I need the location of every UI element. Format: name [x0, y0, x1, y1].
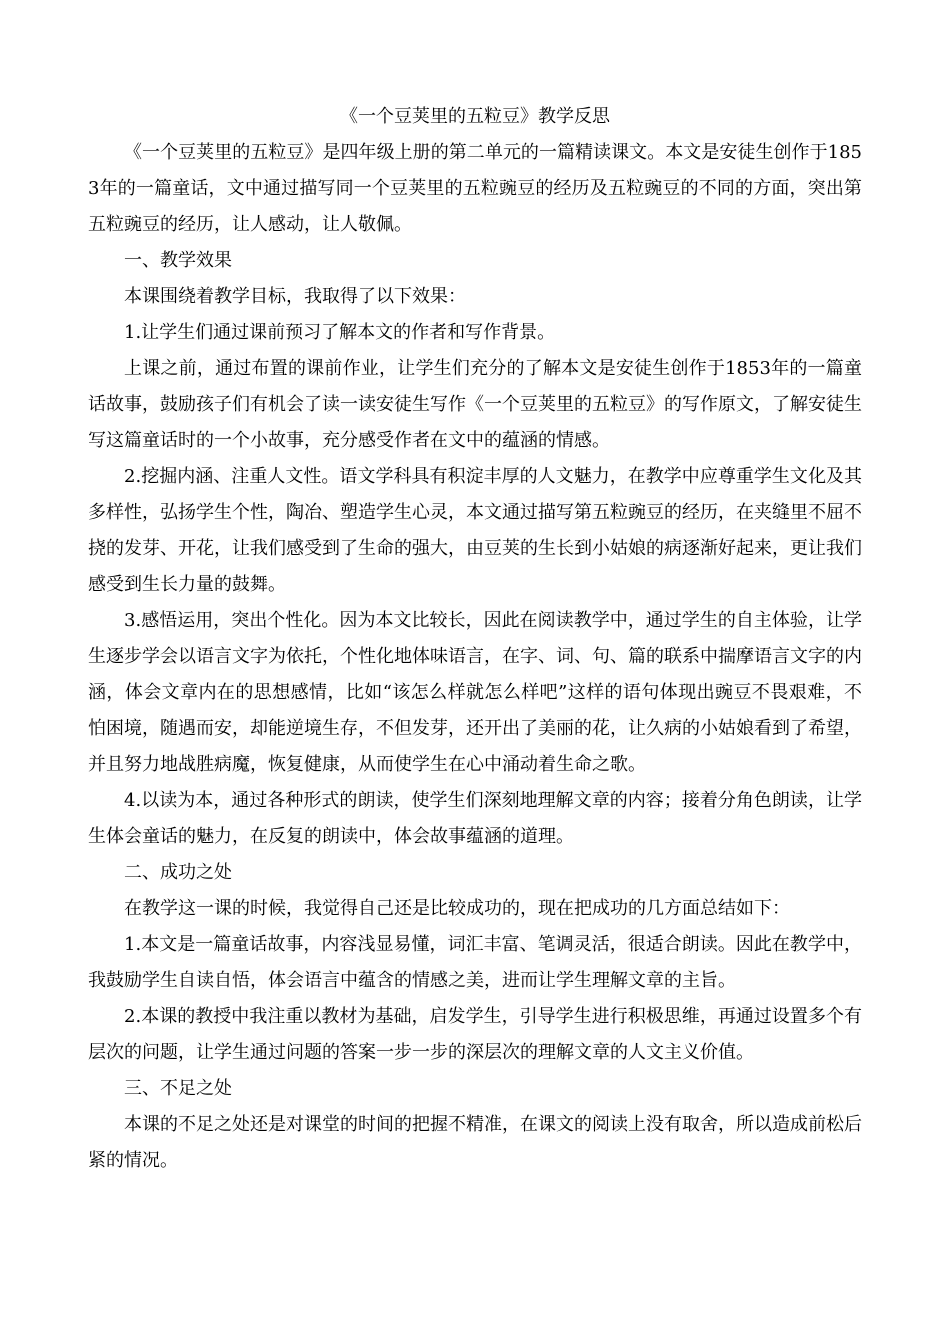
paragraph-effect-point-3: 3.感悟运用，突出个性化。因为本文比较长，因此在阅读教学中，通过学生的自主体验，让学生逐步学会以语言文字为依托，个性化地体味语言，在字、词、句、篇的联系中揣摩语言文字的内涵，体会文章内在的思想感情，比如“该怎么样就怎么样吧”这样的语句体现出豌豆不畏艰难，不怕困境，随遇而安，却能逆境生存，不但发芽，还开出了美丽的花，让久病的小姑娘看到了希望，并且努力地战胜病魔，恢复健康，从而使学生在心中涌动着生命之歌。 — [88, 610, 862, 775]
paragraph-effect-point-1-detail: 上课之前，通过布置的课前作业，让学生们充分的了解本文是安徒生创作于1853年的一篇童话故事，鼓励孩子们有机会了读一读安徒生写作《一个豆荚里的五粒豆》的写作原文，了解安徒生写这篇童话时的一个小故事，充分感受作者在文中的蕴涵的情感。 — [88, 358, 862, 451]
paragraph-effect-summary: 本课围绕着教学目标，我取得了以下效果： — [124, 286, 466, 307]
paragraph-success-point-1: 1.本文是一篇童话故事，内容浅显易懂，词汇丰富、笔调灵活，很适合朗读。因此在教学中，我鼓励学生自读自悟，体会语言中蕴含的情感之美，进而让学生理解文章的主旨。 — [88, 934, 862, 991]
paragraph-success-point-2: 2.本课的教授中我注重以教材为基础，启发学生，引导学生进行积极思维，再通过设置多个有层次的问题，让学生通过问题的答案一步一步的深层次的理解文章的人文主义价值。 — [88, 1006, 862, 1063]
paragraph-effect-point-4: 4.以读为本，通过各种形式的朗读，使学生们深刻地理解文章的内容；接着分角色朗读，让学生体会童话的魅力，在反复的朗读中，体会故事蕴涵的道理。 — [88, 790, 862, 847]
paragraph-success-summary: 在教学这一课的时候，我觉得自己还是比较成功的，现在把成功的几方面总结如下： — [124, 898, 790, 919]
paragraph-shortcomings: 本课的不足之处还是对课堂的时间的把握不精准，在课文的阅读上没有取舍，所以造成前松后紧的情况。 — [88, 1114, 862, 1171]
paragraph-intro: 《一个豆荚里的五粒豆》是四年级上册的第二单元的一篇精读课文。本文是安徒生创作于1853年的一篇童话，文中通过描写同一个豆荚里的五粒豌豆的经历及五粒豌豆的不同的方面，突出第五粒豌豆的经历，让人感动，让人敬佩。 — [88, 142, 862, 235]
paragraph-effect-point-2: 2.挖掘内涵、注重人文性。语文学科具有积淀丰厚的人文魅力，在教学中应尊重学生文化及其多样性，弘扬学生个性，陶冶、塑造学生心灵，本文通过描写第五粒豌豆的经历，在夹缝里不屈不挠的发芽、开花，让我们感受到了生命的强大，由豆荚的生长到小姑娘的病逐渐好起来，更让我们感受到生长力量的鼓舞。 — [88, 466, 862, 595]
section-heading-teaching-effect: 一、教学效果 — [124, 250, 232, 271]
section-heading-successes: 二、成功之处 — [124, 862, 232, 883]
document-title: 《一个豆荚里的五粒豆》教学反思 — [340, 106, 610, 127]
section-heading-shortcomings: 三、不足之处 — [124, 1078, 232, 1099]
paragraph-effect-point-1: 1.让学生们通过课前预习了解本文的作者和写作背景。 — [124, 322, 556, 343]
